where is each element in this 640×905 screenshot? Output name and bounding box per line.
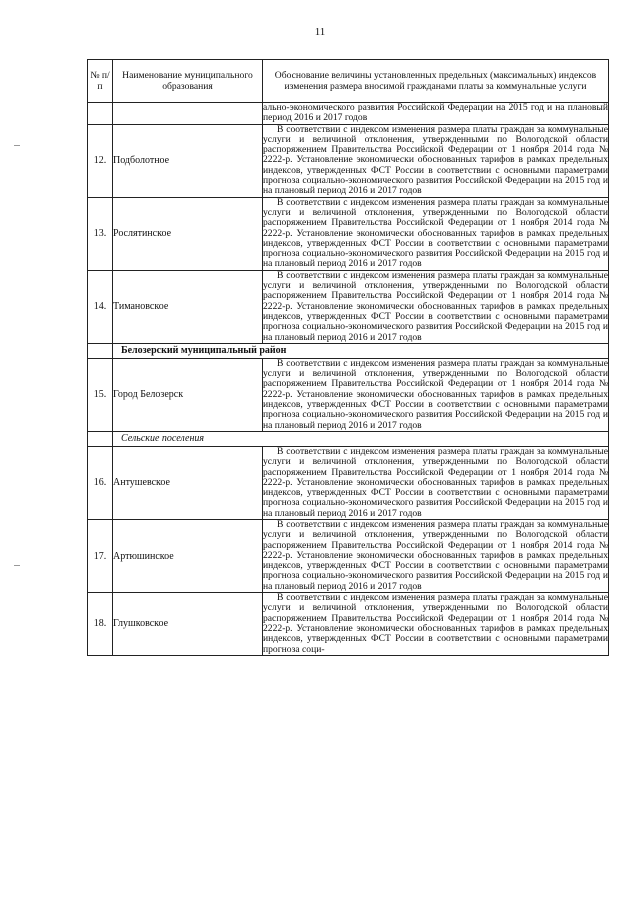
continuation-row bbox=[88, 103, 609, 125]
municipality-name: Артюшинское bbox=[113, 519, 263, 592]
row-justification bbox=[263, 519, 609, 592]
row-justification bbox=[263, 446, 609, 519]
margin-mark bbox=[14, 145, 20, 146]
table-row bbox=[88, 593, 609, 656]
subsection-title: Сельские поселения bbox=[113, 431, 609, 446]
municipality-name: Антушевское bbox=[113, 446, 263, 519]
municipality-name: Рослятинское bbox=[113, 197, 263, 270]
row-number: 12. bbox=[88, 124, 113, 197]
row-number: 13. bbox=[88, 197, 113, 270]
row-number: 16. bbox=[88, 446, 113, 519]
row-number: 14. bbox=[88, 270, 113, 343]
table-row bbox=[88, 197, 609, 270]
row-justification-text: В соответствии с индексом изменения размера платы граждан за коммунальные услуги и величиной отклонения, утвержденными по Вологодской области распоряжением Правительства Российской Федерации от 1 ноября 2014 года № 2222-р. Установление экономически обоснованных тарифов в рамках предельных индексов, утвержденных ФСТ России в соответствии с основными параметрами прогноза социально-экономического развития Российской Федерации на 2015 год и на плановый период 2016 и 2017 годов bbox=[263, 445, 608, 519]
continuation-text: ально-экономического развития Российской Федерации на 2015 год и на плановый период 2016 и 2017 годов bbox=[263, 102, 608, 124]
municipality-name: Тимановское bbox=[113, 270, 263, 343]
row-justification-text: В соответствии с индексом изменения размера платы граждан за коммунальные услуги и величиной отклонения, утвержденными по Вологодской области распоряжением Правительства Российской Федерации от 1 ноября 2014 года № 2222-р. Установление экономически обоснованных тарифов в рамках предельных индексов, утвержденных ФСТ России в соответствии с основными параметрами прогноза соци- bbox=[263, 592, 608, 655]
row-justification-text: В соответствии с индексом изменения размера платы граждан за коммунальные услуги и величиной отклонения, утвержденными по Вологодской области распоряжением Правительства Российской Федерации от 1 ноября 2014 года № 2222-р. Установление экономически обоснованных тарифов в рамках предельных индексов, утвержденных ФСТ России в соответствии с основными параметрами прогноза социально-экономического развития Российской Федерации на 2015 год и на плановый период 2016 и 2017 годов bbox=[263, 196, 608, 270]
row-justification bbox=[263, 197, 609, 270]
table-row bbox=[88, 124, 609, 197]
margin-mark bbox=[14, 565, 20, 566]
table-header bbox=[88, 60, 609, 103]
municipality-name: Глушковское bbox=[113, 593, 263, 656]
row-number: 17. bbox=[88, 519, 113, 592]
row-number: 18. bbox=[88, 593, 113, 656]
row-justification-text: В соответствии с индексом изменения размера платы граждан за коммунальные услуги и величиной отклонения, утвержденными по Вологодской области распоряжением Правительства Российской Федерации от 1 ноября 2014 года № 2222-р. Установление экономически обоснованных тарифов в рамках предельных индексов, утвержденных ФСТ России в соответствии с основными параметрами прогноза социально-экономического развития Российской Федерации на 2015 год и на плановый период 2016 и 2017 годов bbox=[263, 269, 608, 343]
subsection-row bbox=[88, 431, 609, 446]
row-justification bbox=[263, 358, 609, 431]
table-row bbox=[88, 446, 609, 519]
page-number: 11 bbox=[314, 26, 326, 38]
row-justification bbox=[263, 124, 609, 197]
row-number: 15. bbox=[88, 358, 113, 431]
tariff-index-table bbox=[87, 59, 609, 656]
header-reason: Обоснование величины установленных предельных (максимальных) индексов изменения размера вносимой гражданами платы за коммунальные услуги bbox=[263, 60, 609, 103]
table-row bbox=[88, 519, 609, 592]
row-justification-text: В соответствии с индексом изменения размера платы граждан за коммунальные услуги и величиной отклонения, утвержденными по Вологодской области распоряжением Правительства Российской Федерации от 1 ноября 2014 года № 2222-р. Установление экономически обоснованных тарифов в рамках предельных индексов, утвержденных ФСТ России в соответствии с основными параметрами прогноза социально-экономического развития Российской Федерации на 2015 год и на плановый период 2016 и 2017 годов bbox=[263, 357, 608, 431]
row-justification bbox=[263, 270, 609, 343]
header-num: № п/п bbox=[88, 60, 113, 103]
header-name: Наименование муниципального образования bbox=[113, 60, 263, 103]
section-title: Белозерский муниципальный район bbox=[113, 343, 609, 358]
table-row bbox=[88, 270, 609, 343]
table-row bbox=[88, 358, 609, 431]
row-justification bbox=[263, 593, 609, 656]
municipality-name: Город Белозерск bbox=[113, 358, 263, 431]
section-row bbox=[88, 343, 609, 358]
municipality-name: Подболотное bbox=[113, 124, 263, 197]
row-justification-text: В соответствии с индексом изменения размера платы граждан за коммунальные услуги и величиной отклонения, утвержденными по Вологодской области распоряжением Правительства Российской Федерации от 1 ноября 2014 года № 2222-р. Установление экономически обоснованных тарифов в рамках предельных индексов, утвержденных ФСТ России в соответствии с основными параметрами прогноза социально-экономического развития Российской Федерации на 2015 год и на плановый период 2016 и 2017 годов bbox=[263, 123, 608, 197]
row-justification-text: В соответствии с индексом изменения размера платы граждан за коммунальные услуги и величиной отклонения, утвержденными по Вологодской области распоряжением Правительства Российской Федерации от 1 ноября 2014 года № 2222-р. Установление экономически обоснованных тарифов в рамках предельных индексов, утвержденных ФСТ России в соответствии с основными параметрами прогноза социально-экономического развития Российской Федерации на 2015 год и на плановый период 2016 и 2017 годов bbox=[263, 518, 608, 592]
